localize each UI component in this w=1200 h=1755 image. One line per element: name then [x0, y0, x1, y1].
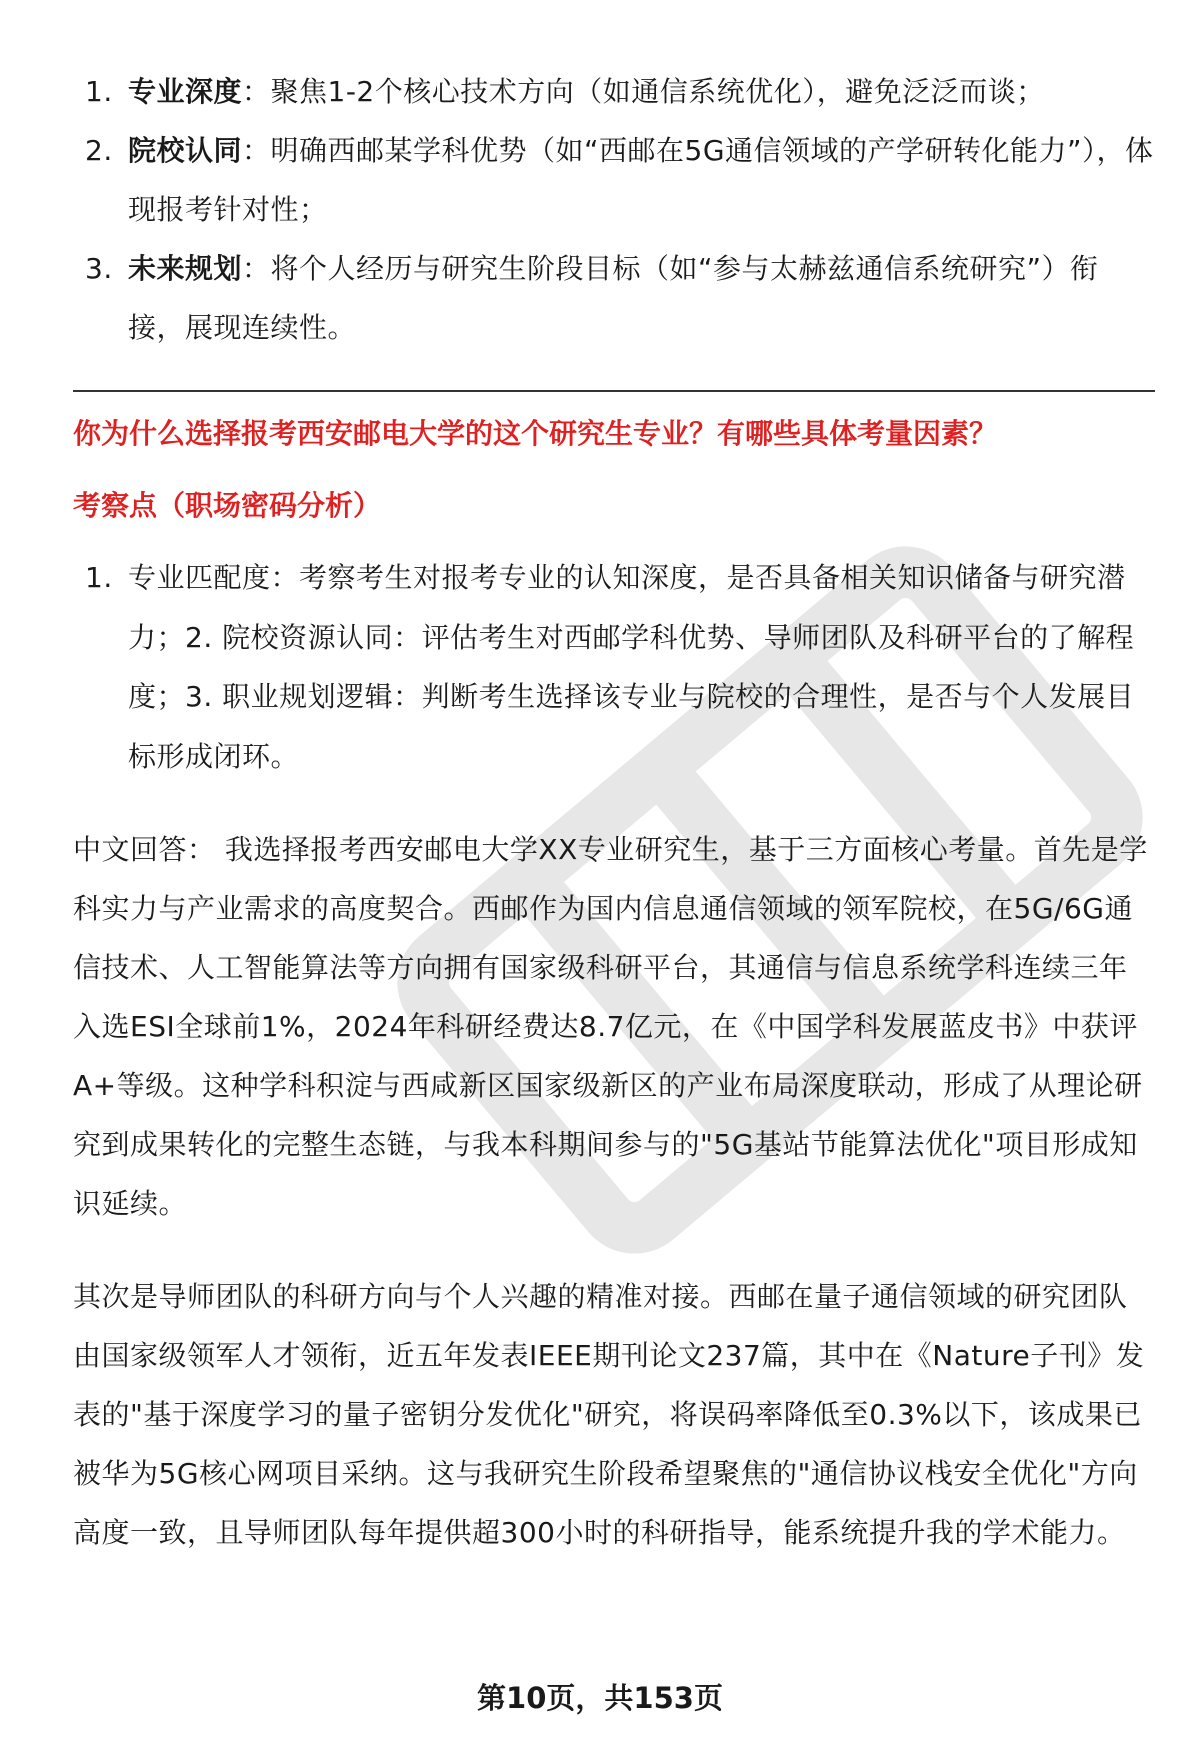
document-page	[73, 62, 1155, 1562]
section-title: 考察点（职场密码分析）	[73, 489, 382, 522]
list-item	[73, 239, 1155, 357]
list-text: 专业匹配度：考察考生对报考专业的认知深度，是否具备相关知识储备与研究潜力；2. 院校资源认同：评估考生对西邮学科优势、导师团队及科研平台的了解程度；3. 职业规划逻辑：判断考生选择该专业与院校的合理性，是否与个人发展目标形成闭环。	[128, 561, 1135, 773]
answer-paragraph: 其次是导师团队的科研方向与个人兴趣的精准对接。西邮在量子通信领域的研究团队由国家级领军人才领衔，近五年发表IEEE期刊论文237篇，其中在《Nature子刊》发表的"基于深度学习的量子密钥分发优化"研究，将误码率降低至0.3%以下，该成果已被华为5G核心网项目采纳。这与我研究生阶段希望聚焦的"通信协议栈安全优化"方向高度一致，且导师团队每年提供超300小时的科研指导，能系统提升我的学术能力。	[73, 1280, 1145, 1549]
list-item	[73, 62, 1155, 121]
list-number: 1.	[85, 561, 113, 594]
list-text: ：明确西邮某学科优势（如“西邮在5G通信领域的产学研转化能力”），体现报考针对性；	[128, 134, 1154, 226]
list-number: 3.	[85, 252, 113, 285]
list-number: 2.	[85, 134, 113, 167]
list-label: 未来规划	[128, 252, 243, 285]
list-item	[73, 121, 1155, 239]
list-text: ：聚焦1-2个核心技术方向（如通信系统优化），避免泛泛而谈；	[242, 75, 1045, 108]
answer-paragraph: 中文回答： 我选择报考西安邮电大学XX专业研究生，基于三方面核心考量。首先是学科实力与产业需求的高度契合。西邮作为国内信息通信领域的领军院校，在5G/6G通信技术、人工智能算法等方向拥有国家级科研平台，其通信与信息系统学科连续三年入选ESI全球前1%，2024年科研经费达8.7亿元，在《中国学科发展蓝皮书》中获评A+等级。这种学科积淀与西咸新区国家级新区的产业布局深度联动，形成了从理论研究到成果转化的完整生态链，与我本科期间参与的"5G基站节能算法优化"项目形成知识延续。	[73, 833, 1148, 1220]
list-item	[73, 548, 1155, 786]
list-label: 院校认同	[128, 134, 243, 167]
page-footer: 第10页，共153页	[477, 1681, 723, 1715]
question-heading: 你为什么选择报考西安邮电大学的这个研究生专业？有哪些具体考量因素？	[73, 417, 998, 450]
section-divider	[73, 390, 1155, 392]
intro-list	[73, 62, 1155, 357]
list-text: ：将个人经历与研究生阶段目标（如“参与太赫兹通信系统研究”）衔接，展现连续性。	[128, 252, 1099, 344]
list-number: 1.	[85, 75, 113, 108]
points-list	[73, 548, 1155, 786]
list-label: 专业深度	[128, 75, 243, 108]
